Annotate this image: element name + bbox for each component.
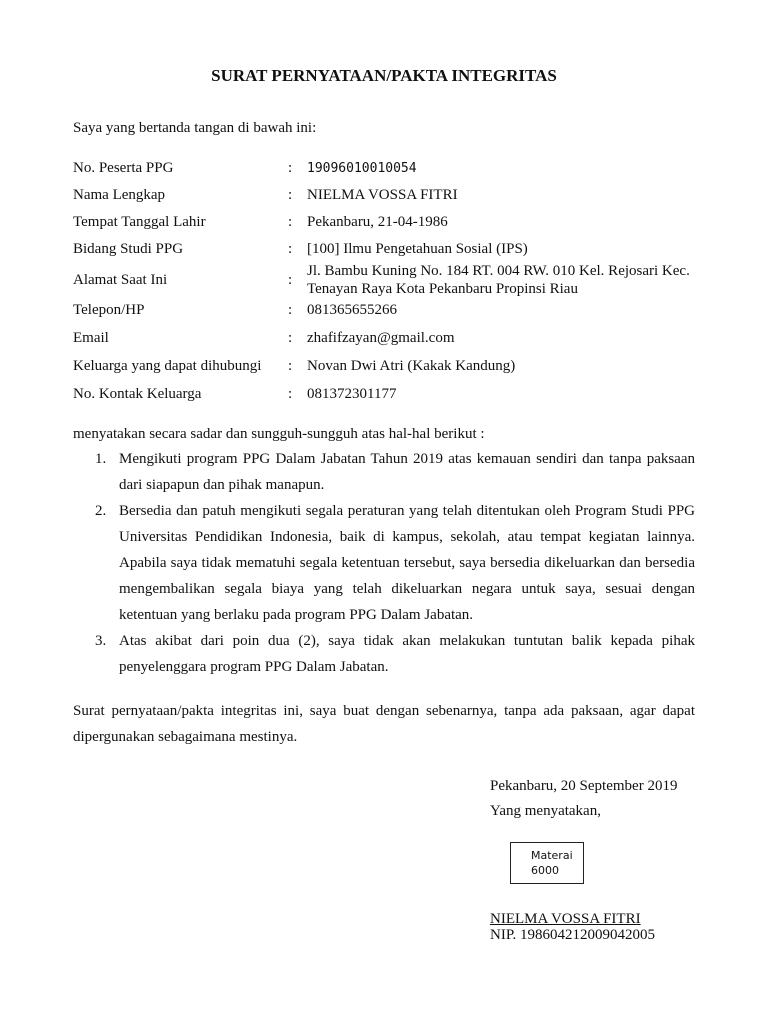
- address-line-2: Tenayan Raya Kota Pekanbaru Propinsi Riau: [307, 281, 578, 297]
- field-value: [100] Ilmu Pengetahuan Sosial (IPS): [307, 241, 528, 257]
- field-alamat: [73, 263, 713, 297]
- field-value: zhafifzayan@gmail.com: [307, 330, 455, 346]
- place-date: Pekanbaru, 20 September 2019: [490, 778, 678, 794]
- field-colon: :: [288, 241, 293, 257]
- field-value: NIELMA VOSSA FITRI: [307, 187, 458, 203]
- field-label: Telepon/HP: [73, 302, 145, 318]
- field-label: Email: [73, 330, 109, 346]
- list-item-number: 2.: [95, 503, 107, 519]
- field-nama-lengkap: [73, 187, 713, 207]
- field-label: Bidang Studi PPG: [73, 241, 184, 257]
- field-kontak-keluarga: [73, 386, 713, 406]
- field-colon: :: [288, 187, 293, 203]
- statement-list: [73, 446, 695, 680]
- signer-nip: NIP. 198604212009042005: [490, 927, 656, 943]
- field-colon: :: [288, 358, 293, 374]
- field-telepon: [73, 302, 713, 322]
- field-value: Pekanbaru, 21-04-1986: [307, 214, 448, 230]
- field-colon: :: [288, 214, 293, 230]
- signer-name: NIELMA VOSSA FITRI: [490, 911, 641, 927]
- field-bidang-studi: [73, 241, 713, 261]
- list-item: [73, 446, 695, 498]
- intro-text: Saya yang bertanda tangan di bawah ini:: [73, 120, 317, 136]
- field-label: Keluarga yang dapat dihubungi: [73, 358, 262, 374]
- field-email: [73, 330, 713, 350]
- field-label: No. Peserta PPG: [73, 160, 174, 176]
- field-colon: :: [288, 272, 293, 288]
- document-title: SURAT PERNYATAAN/PAKTA INTEGRITAS: [211, 66, 557, 85]
- list-item: [73, 628, 695, 680]
- field-value: [307, 262, 690, 298]
- field-value: 19096010010054: [307, 161, 417, 176]
- field-value: 081372301177: [307, 386, 397, 402]
- stamp-box: [510, 842, 584, 884]
- address-line-1: Jl. Bambu Kuning No. 184 RT. 004 RW. 010 Kel. Rejosari Kec.: [307, 263, 690, 279]
- statement-text: menyatakan secara sadar dan sungguh-sungguh atas hal-hal berikut :: [73, 426, 485, 442]
- list-item-text: Atas akibat dari poin dua (2), saya tidak akan melakukan tuntutan balik kepada pihak penyelenggara program PPG Dalam Jabatan.: [119, 633, 695, 675]
- stamp-label: Materai: [531, 849, 573, 862]
- field-no-peserta: [73, 160, 713, 180]
- field-label: No. Kontak Keluarga: [73, 386, 202, 402]
- list-item: [73, 498, 695, 628]
- field-colon: :: [288, 386, 293, 402]
- list-item-number: 1.: [95, 451, 107, 467]
- list-item-text: Bersedia dan patuh mengikuti segala peraturan yang telah ditentukan oleh Program Studi PPG Universitas Pendidikan Indonesia, baik di kampus, sekolah, atau tempat kegiatan lainnya. Apabila saya tidak mematuhi segala ketentuan tersebut, saya bersedia dikeluarkan dan bersedia mengembalikan segala biaya yang telah dikeluarkan negara untuk saya, sesuai dengan ketentuan yang berlaku pada program PPG Dalam Jabatan.: [119, 503, 695, 623]
- signature-intro: Yang menyatakan,: [490, 803, 601, 819]
- closing-paragraph: Surat pernyataan/pakta integritas ini, saya buat dengan sebenarnya, tanpa ada paksaan, agar dapat dipergunakan sebagaimana mestinya.: [73, 703, 695, 745]
- field-label: Nama Lengkap: [73, 187, 166, 203]
- field-tempat-tanggal-lahir: [73, 214, 713, 234]
- stamp-value: 6000: [531, 864, 559, 877]
- list-item-number: 3.: [95, 633, 107, 649]
- field-value: Novan Dwi Atri (Kakak Kandung): [307, 358, 516, 374]
- field-colon: :: [288, 302, 293, 318]
- field-colon: :: [288, 330, 293, 346]
- field-colon: :: [288, 160, 293, 176]
- field-label: Tempat Tanggal Lahir: [73, 214, 206, 230]
- field-value: 081365655266: [307, 302, 397, 318]
- list-item-text: Mengikuti program PPG Dalam Jabatan Tahun 2019 atas kemauan sendiri dan tanpa paksaan dari siapapun dan pihak manapun.: [119, 451, 695, 493]
- field-keluarga: [73, 358, 713, 378]
- field-label: Alamat Saat Ini: [73, 272, 168, 288]
